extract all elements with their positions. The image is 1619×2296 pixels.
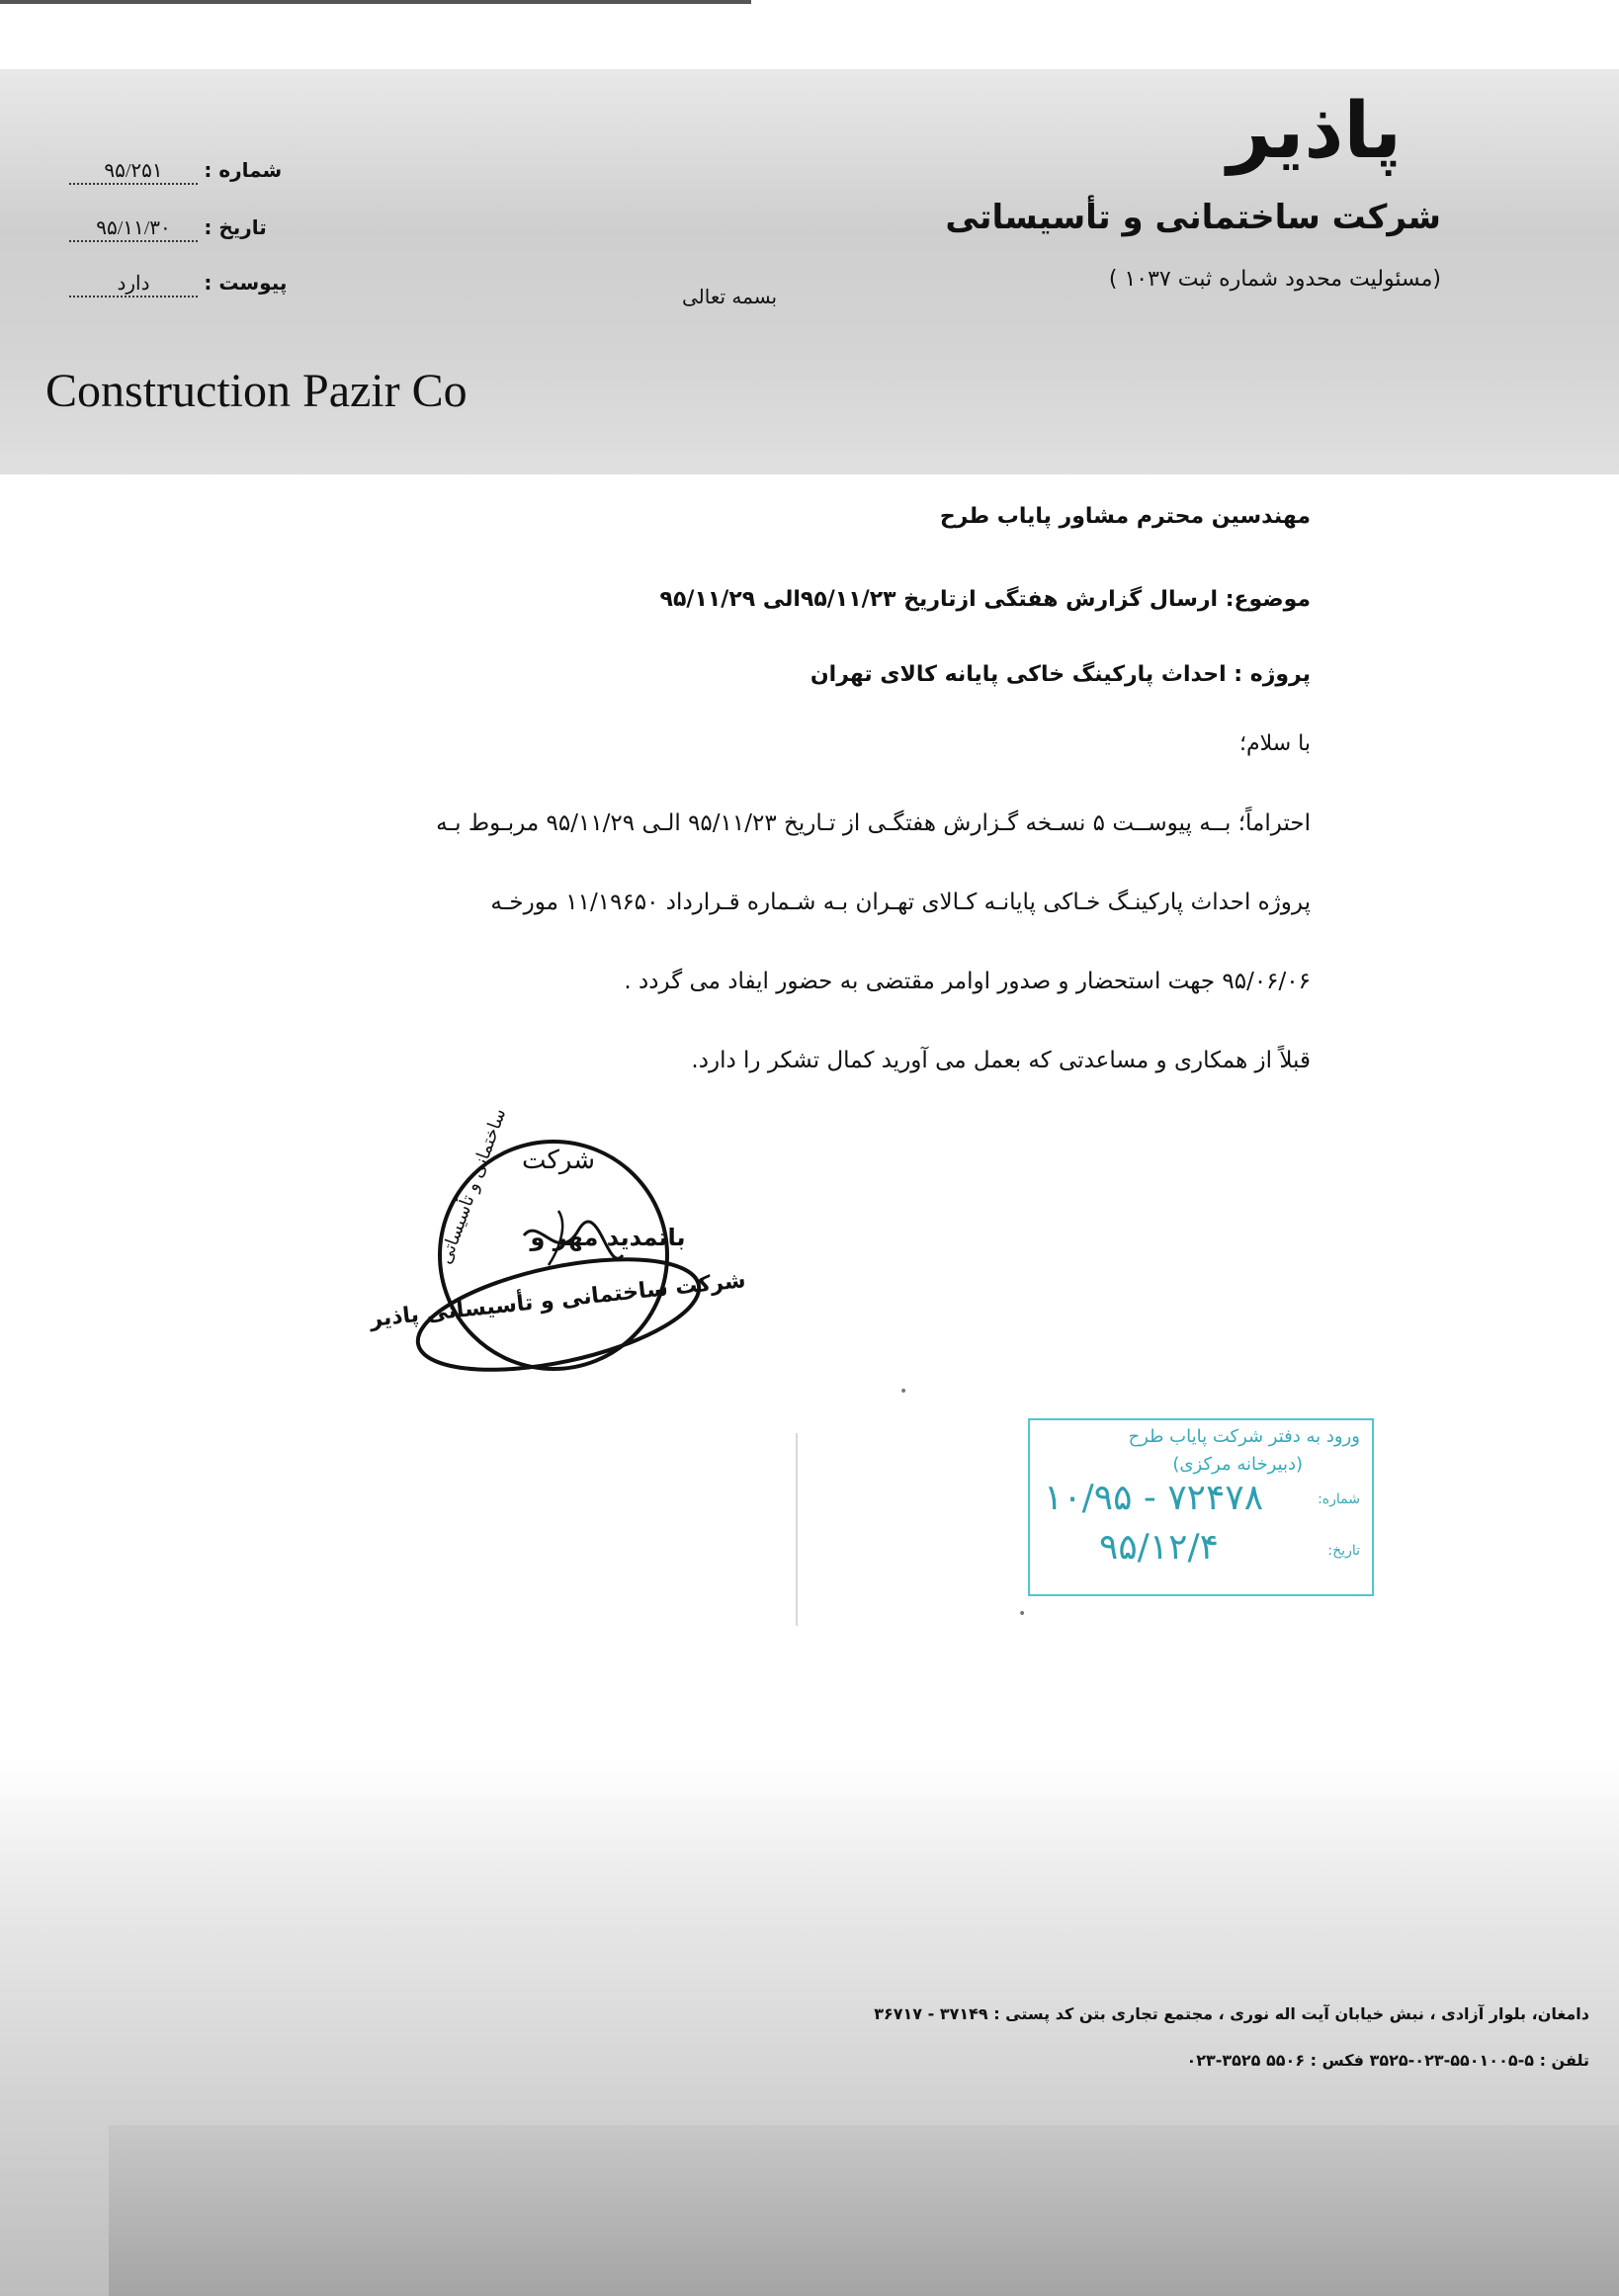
received-date-value: ۹۵/۱۲/۴ [1099,1527,1219,1568]
bismillah: بسمه تعالی [682,285,778,308]
seal-middle-text: باتمدید مهر و [530,1224,686,1251]
scan-edge [0,0,751,4]
letter-date-label: تاریخ : [204,215,267,239]
seal-bottom-text: شرکت ساختمانی و تأسیساتی پاذیر [369,1268,747,1332]
footer-address: دامغان، بلوار آزادی ، نبش خیابان آیت اله نوری ، مجتمع تجاری بتن کد پستی : ۳۷۱۴۹ - ۳۶۷۱۷ [874,2004,1589,2023]
company-seal [369,1105,747,1403]
seal-top-text: شرکت [521,1146,596,1175]
letter-attachment [69,271,346,298]
footer-phones: تلفن : ۵-۵۵۰۱۰۰۵-۰۲۳-۳۵۲۵ فکس : ۵۵۰۶ ۳۵۲۵-۰۲۳ [1186,2051,1589,2070]
footer-shadow [109,2125,1619,2296]
paragraph-line-4: قبلاً از همکاری و مساعدتی که بعمل می آورید کمال تشکر را دارد. [691,1048,1311,1073]
received-stamp-title: ورود به دفتر شرکت پایاب طرح [1128,1426,1360,1447]
company-name-en: Construction Pazir Co [45,365,468,417]
letter-date [69,215,346,242]
letter-date-value: ۹۵/۱۱/۳۰ [69,215,198,242]
received-number-value: ۱۰/۹۵ - ۷۲۴۷۸ [1044,1478,1264,1518]
scan-speck-2: • [1018,1606,1027,1622]
letter-number-value: ۹۵/۲۵۱ [69,158,198,185]
received-stamp-subtitle: (دبیرخانه مرکزی) [1172,1454,1303,1475]
letter-number [69,158,346,185]
paragraph-line-1: احتراماً؛ بــه پیوســت ۵ نسـخه گـزارش هفتگـی از تـاریخ ۹۵/۱۱/۲۳ الـی ۹۵/۱۱/۲۹ مربـوط بـه [436,810,1311,836]
fold-line [796,1433,798,1626]
company-logo: پاذیر [1227,87,1402,176]
recipient: مهندسین محترم مشاور پایاب طرح [939,504,1311,529]
paragraph-line-3: ۹۵/۰۶/۰۶ جهت استحضار و صدور اوامر مقتضی به حضور ایفاد می گردد . [624,969,1311,994]
received-date-label: تاریخ: [1327,1543,1360,1559]
received-stamp [1028,1418,1374,1596]
letter-number-label: شماره : [204,158,283,182]
scan-speck: • [899,1384,908,1400]
greeting: با سلام؛ [1239,731,1311,756]
seal-ring-text: ساختمانی و تأسیساتی [434,1105,511,1267]
letter-attachment-value: دارد [69,271,198,298]
received-number-label: شماره: [1318,1491,1360,1507]
company-name-fa: شرکت ساختمانی و تأسیساتی [945,198,1441,237]
paragraph-line-2: پروژه احداث پارکینـگ خـاکی پایانـه کـالای تهـران بـه شـماره قـرارداد ۱۱/۱۹۶۵۰ مورخـه [490,890,1311,915]
project: پروژه : احداث پارکینگ خاکی پایانه کالای تهران [810,662,1311,687]
subject: موضوع: ارسال گزارش هفتگی ازتاریخ ۹۵/۱۱/۲۳الی ۹۵/۱۱/۲۹ [659,587,1311,612]
company-registration: (مسئولیت محدود شماره ثبت ۱۰۳۷ ) [1108,267,1441,292]
letter-attachment-label: پیوست : [204,271,288,295]
